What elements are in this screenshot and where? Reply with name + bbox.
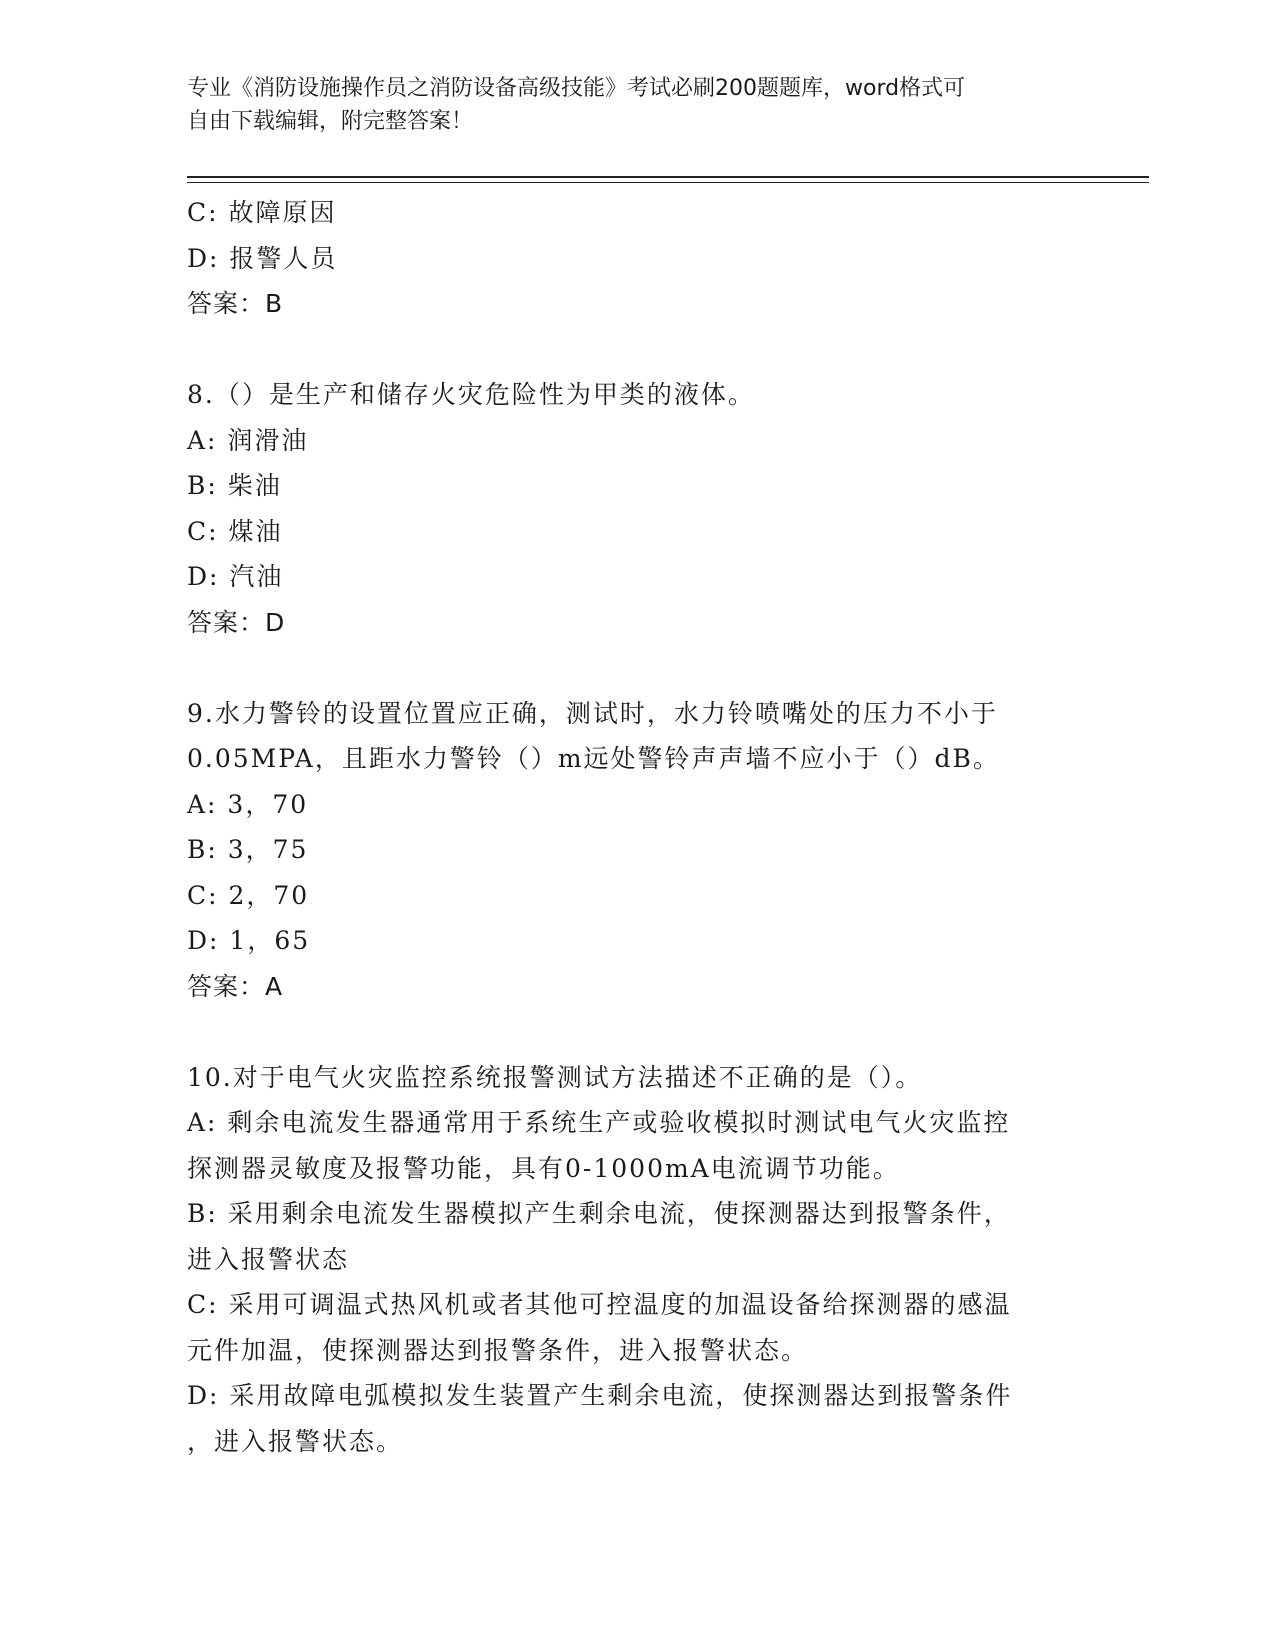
- page-header: [187, 72, 1067, 138]
- q7-answer: 答案：B: [187, 289, 284, 318]
- spacer: [187, 327, 1087, 373]
- header-divider-thin: [187, 182, 1149, 183]
- q10-option-d-line-1: D: 采用故障电弧模拟发生装置产生剩余电流，使探测器达到报警条件: [187, 1381, 1013, 1410]
- q9-answer: 答案：A: [187, 971, 284, 1001]
- q10-stem: 10.对于电气火灾监控系统报警测试方法描述不正确的是（）。: [187, 1062, 923, 1092]
- q7-option-c: C: 故障原因: [187, 198, 337, 227]
- q10-option-b-line-2: 进入报警状态: [187, 1244, 350, 1274]
- header-divider-thick: [187, 176, 1149, 178]
- q9-option-a: A: 3，70: [187, 789, 309, 819]
- q10-option-a-line-1: A: 剩余电流发生器通常用于系统生产或验收模拟时测试电气火灾监控: [187, 1108, 1011, 1137]
- q9-option-d: D: 1，65: [187, 926, 311, 955]
- q10-option-b-line-1: B: 采用剩余电流发生器模拟产生剩余电流，使探测器达到报警条件，: [187, 1199, 1011, 1228]
- spacer: [187, 1009, 1087, 1055]
- q8-option-b: B: 柴油: [187, 471, 282, 500]
- q8-option-d: D: 汽油: [187, 562, 284, 591]
- q10-option-c-line-1: C: 采用可调温式热风机或者其他可控温度的加温设备给探测器的感温: [187, 1290, 1012, 1319]
- q10-option-a-line-2: 探测器灵敏度及报警功能，具有0-1000mA电流调节功能。: [187, 1153, 900, 1183]
- q8-option-a: A: 润滑油: [187, 425, 309, 455]
- q9-option-b: B: 3，75: [187, 835, 309, 864]
- q8-answer: 答案：D: [187, 607, 286, 637]
- question-content: [187, 190, 1087, 1464]
- q7-option-d: D: 报警人员: [187, 243, 338, 273]
- header-line-2: 自由下载编辑，附完整答案！: [187, 109, 474, 134]
- spacer: [187, 645, 1087, 691]
- q10-option-c-line-2: 元件加温，使探测器达到报警条件，进入报警状态。: [187, 1335, 809, 1365]
- q9-stem-line-2: 0.05MPA，且距水力警铃（）m远处警铃声声墙不应小于（）dB。: [187, 744, 1000, 773]
- header-line-1: 专业《消防设施操作员之消防设备高级技能》考试必刷200题题库，word格式可: [187, 76, 966, 101]
- q8-stem: 8.（）是生产和储存火灾危险性为甲类的液体。: [187, 380, 755, 409]
- q10-option-d-line-2: ，进入报警状态。: [187, 1426, 404, 1456]
- q9-option-c: C: 2，70: [187, 880, 310, 910]
- q9-stem-line-1: 9.水力警铃的设置位置应正确，测试时，水力铃喷嘴处的压力不小于: [187, 698, 998, 728]
- q8-option-c: C: 煤油: [187, 516, 283, 546]
